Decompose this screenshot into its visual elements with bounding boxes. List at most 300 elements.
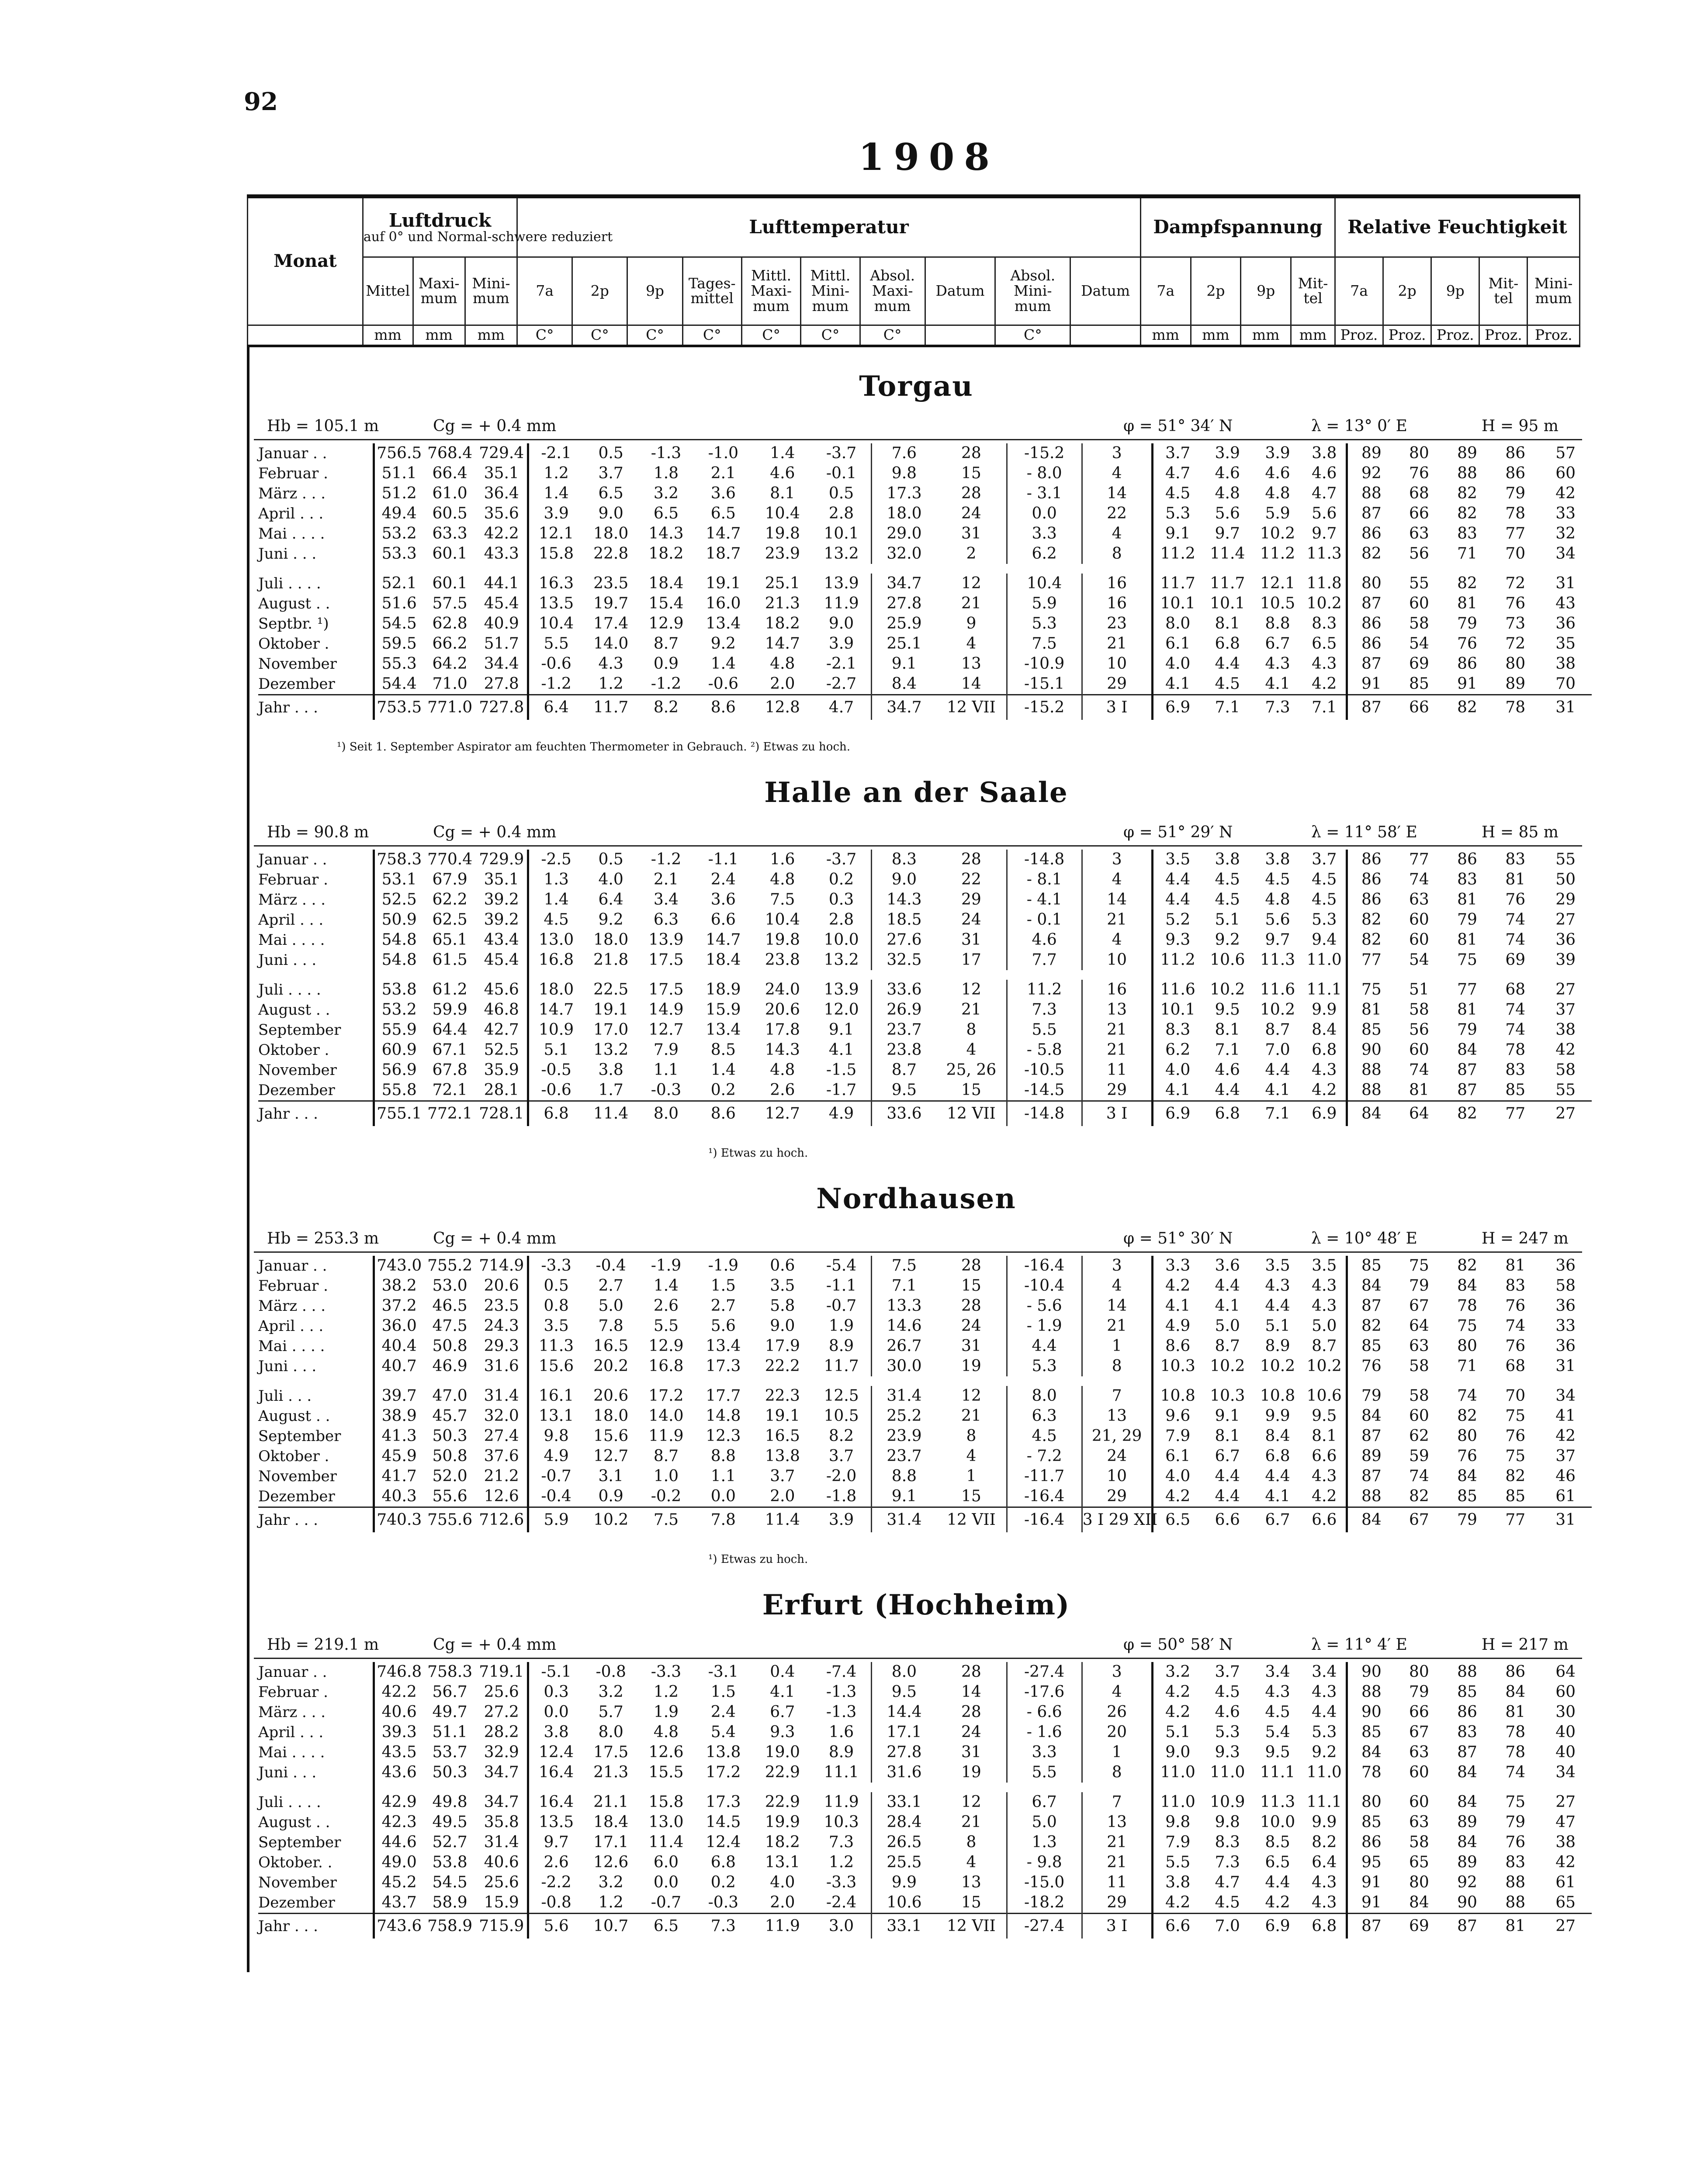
luftdruck-title: Luftdruck: [388, 209, 492, 231]
data-cell: 86: [1347, 634, 1395, 654]
data-cell: 6.5: [1312, 635, 1337, 653]
data-cell: 87: [1457, 1081, 1477, 1099]
data-cell: 13.2: [824, 545, 859, 563]
data-cell: 28: [961, 1663, 981, 1681]
data-cell: 67.8: [432, 1061, 468, 1079]
data-cell: 76: [1457, 635, 1477, 653]
data-cell: 7.0: [1265, 1041, 1290, 1059]
unit-label: C°: [627, 325, 682, 346]
table-row: [258, 1873, 1592, 1893]
data-cell: 11.2: [1152, 544, 1202, 564]
data-cell: 13.5: [528, 594, 583, 614]
data-cell: 83: [1505, 1853, 1526, 1871]
data-cell: 51.7: [484, 635, 519, 653]
data-cell: 10.1: [1152, 594, 1202, 614]
data-cell: 63.3: [432, 525, 468, 543]
data-cell: 41.7: [374, 1466, 424, 1486]
data-cell: 11.7: [583, 695, 638, 720]
data-cell: 13.8: [706, 1743, 741, 1761]
data-cell: 87: [1347, 1914, 1395, 1939]
data-cell: 66: [1395, 695, 1443, 720]
month-label: Juni . . .: [258, 545, 317, 563]
data-cell: 34.7: [871, 695, 936, 720]
luftdruck-subtitle: auf 0° und Normal-schwere reduziert: [363, 229, 613, 245]
data-cell: 11.6: [1152, 980, 1202, 1000]
data-cell: 10.4: [528, 614, 583, 634]
data-cell: -15.2: [1007, 695, 1082, 720]
data-cell: 42.2: [484, 525, 519, 543]
data-cell: 16.8: [528, 950, 583, 970]
data-cell: 9.5: [871, 1682, 936, 1702]
data-cell: 25.1: [765, 574, 800, 592]
unit-label: mm: [1191, 325, 1241, 346]
data-cell: 4.1: [1152, 1080, 1202, 1101]
table-row: [258, 1682, 1592, 1702]
data-cell: 15: [961, 1487, 981, 1505]
data-cell: 10.0: [1260, 1813, 1295, 1831]
data-cell: 82: [1347, 1316, 1395, 1336]
data-cell: 81: [1457, 891, 1477, 909]
data-cell: 42: [1555, 484, 1576, 502]
data-cell: 31.6: [484, 1357, 519, 1375]
data-cell: 1.4: [710, 655, 736, 673]
data-cell: 11.4: [753, 1507, 812, 1533]
data-cell: 74: [1505, 1763, 1526, 1781]
data-cell: 83: [1505, 850, 1526, 868]
data-cell: 21.2: [484, 1467, 519, 1485]
data-cell: 21: [961, 1813, 981, 1831]
data-cell: 32: [1555, 525, 1576, 543]
data-cell: 6.8: [1215, 635, 1240, 653]
data-cell: 85: [1347, 1336, 1395, 1356]
data-cell: 6.3: [1007, 1406, 1082, 1426]
data-cell: 21, 29: [1082, 1426, 1152, 1446]
table-row: [258, 910, 1592, 930]
data-cell: 11.9: [648, 1427, 684, 1445]
data-cell: 9.7: [1215, 525, 1240, 543]
data-cell: 38.2: [374, 1276, 424, 1296]
spacer-cell: [1253, 1783, 1303, 1792]
data-cell: 82: [1347, 544, 1395, 564]
data-cell: 34.7: [871, 574, 936, 594]
data-cell: 8.3: [1152, 1020, 1202, 1040]
data-cell: 88: [1457, 1663, 1477, 1681]
data-cell: 14: [1082, 890, 1152, 910]
data-cell: 13.4: [706, 615, 741, 632]
data-cell: 72.1: [432, 1081, 468, 1099]
data-cell: 9.8: [871, 463, 936, 484]
data-cell: 45.2: [374, 1873, 424, 1893]
data-cell: 4.6: [1215, 464, 1240, 482]
data-cell: 2.4: [710, 871, 736, 888]
spacer-cell: [1253, 970, 1303, 980]
data-cell: 12.7: [753, 1101, 812, 1127]
data-cell: 712.6: [476, 1507, 528, 1533]
data-cell: 35.9: [484, 1061, 519, 1079]
data-cell: 60: [1409, 1793, 1429, 1811]
spacer-cell: [1443, 970, 1491, 980]
data-cell: 11.4: [648, 1833, 684, 1851]
table-row: [258, 850, 1592, 870]
data-cell: 15: [961, 1894, 981, 1911]
data-cell: 16.3: [528, 574, 583, 594]
data-cell: 12.7: [648, 1021, 684, 1039]
data-cell: 61.5: [432, 951, 468, 969]
data-cell: 6.8: [528, 1101, 583, 1127]
data-cell: 8.8: [710, 1447, 736, 1465]
data-cell: 81: [1409, 1081, 1429, 1099]
data-cell: 35.8: [484, 1813, 519, 1831]
data-cell: 76: [1505, 1427, 1526, 1445]
data-cell: 21.8: [593, 951, 629, 969]
month-label: Mai . . . .: [258, 1744, 325, 1761]
data-cell: 89: [1505, 675, 1526, 693]
data-cell: 2: [966, 545, 977, 563]
data-cell: 3.4: [653, 891, 679, 909]
data-cell: 11.8: [1306, 574, 1342, 592]
data-cell: 1.5: [710, 1683, 736, 1701]
data-cell: 6.1: [1152, 1446, 1202, 1466]
data-cell: 92: [1457, 1873, 1477, 1891]
spacer-cell: [936, 1783, 1007, 1792]
data-cell: -16.4: [1007, 1256, 1082, 1276]
data-cell: 3 I: [1082, 695, 1152, 720]
data-cell: 3.9: [1215, 444, 1240, 462]
data-cell: 4.4: [1215, 1277, 1240, 1295]
spacer-cell: [258, 970, 374, 980]
data-cell: 85: [1347, 1020, 1395, 1040]
data-cell: 12.5: [824, 1387, 859, 1405]
data-cell: 52.5: [374, 890, 424, 910]
data-cell: 8.1: [1215, 615, 1240, 632]
data-cell: 7.1: [1253, 1101, 1303, 1127]
data-cell: 10.4: [765, 911, 800, 929]
data-cell: 81: [1505, 871, 1526, 888]
data-cell: 71: [1457, 1357, 1477, 1375]
data-cell: - 3.1: [1007, 484, 1082, 504]
data-cell: -5.1: [528, 1662, 583, 1682]
data-cell: 47: [1555, 1813, 1576, 1831]
data-cell: 9.8: [1152, 1812, 1202, 1832]
data-cell: 41: [1555, 1407, 1576, 1425]
data-cell: 4.7: [812, 695, 871, 720]
table-row: [258, 634, 1592, 654]
data-cell: 3.7: [828, 1447, 854, 1465]
column-label: Mittel: [363, 257, 413, 325]
data-cell: 10.6: [871, 1893, 936, 1914]
data-cell: 19.8: [765, 525, 800, 543]
data-cell: 15.6: [593, 1427, 629, 1445]
data-cell: 51: [1409, 981, 1429, 999]
data-cell: 50.3: [432, 1763, 468, 1781]
data-cell: 1: [1082, 1742, 1152, 1762]
data-cell: 11.7: [824, 1357, 859, 1375]
data-cell: 88: [1505, 1894, 1526, 1911]
spacer-cell: [424, 564, 476, 574]
data-cell: 5.0: [598, 1297, 623, 1315]
data-cell: 1.3: [528, 870, 583, 890]
data-cell: 87: [1443, 1914, 1491, 1939]
table-row: [258, 1060, 1592, 1080]
data-cell: 21: [1082, 634, 1152, 654]
table-row: [258, 980, 1592, 1000]
data-cell: -10.4: [1007, 1276, 1082, 1296]
data-cell: 2.6: [653, 1297, 679, 1315]
year-row: [258, 1101, 1592, 1127]
data-cell: 5.6: [710, 1317, 736, 1335]
data-cell: 56: [1409, 545, 1429, 563]
data-cell: 4: [966, 635, 977, 653]
data-cell: 4.4: [1007, 1336, 1082, 1356]
data-cell: 0.2: [828, 871, 854, 888]
data-cell: 63: [1409, 1743, 1429, 1761]
data-cell: 25.6: [484, 1873, 519, 1891]
data-cell: 87: [1347, 594, 1395, 614]
data-cell: 4.4: [1312, 1703, 1337, 1721]
data-cell: 8.5: [710, 1041, 736, 1059]
data-cell: 83: [1505, 1061, 1526, 1079]
data-cell: 15.6: [528, 1356, 583, 1376]
data-cell: 17.5: [648, 981, 684, 999]
data-cell: 54.5: [432, 1873, 468, 1891]
data-cell: 75: [1457, 951, 1477, 969]
data-cell: 27: [1555, 1793, 1576, 1811]
table-row: [258, 1832, 1592, 1852]
feuchtigkeit-header: Relative Feuchtigkeit: [1335, 197, 1579, 257]
data-cell: 3.5: [1152, 850, 1202, 870]
data-cell: 3.7: [1312, 850, 1337, 868]
data-cell: 4.4: [1265, 1061, 1290, 1079]
data-cell: 14.3: [765, 1041, 800, 1059]
data-cell: 1: [1082, 1336, 1152, 1356]
data-cell: 7.5: [871, 1256, 936, 1276]
data-cell: 13.0: [528, 930, 583, 950]
data-cell: 4.5: [1312, 871, 1337, 888]
table-row: [258, 1486, 1592, 1507]
data-cell: 39.2: [484, 911, 519, 929]
data-cell: 65.1: [432, 931, 468, 949]
month-label: Oktober .: [258, 1448, 329, 1465]
unit-label: mm: [1140, 325, 1191, 346]
data-cell: 89: [1347, 1446, 1395, 1466]
data-cell: 4.4: [1265, 1873, 1290, 1891]
data-cell: 29: [1082, 674, 1152, 695]
data-cell: -1.0: [708, 444, 739, 462]
data-cell: 11.6: [1260, 981, 1295, 999]
data-cell: 16: [1082, 594, 1152, 614]
data-cell: 15: [961, 464, 981, 482]
data-cell: 12.6: [484, 1487, 519, 1505]
data-cell: 9.3: [1152, 930, 1202, 950]
data-cell: 3.4: [1265, 1663, 1290, 1681]
data-cell: 1.4: [710, 1061, 736, 1079]
data-cell: 29: [1082, 1893, 1152, 1914]
data-cell: 755.2: [427, 1257, 473, 1275]
data-cell: 8.6: [694, 695, 753, 720]
data-cell: 4.2: [1152, 1682, 1202, 1702]
data-cell: 4.4: [1215, 1487, 1240, 1505]
data-cell: 5.0: [1312, 1317, 1337, 1335]
data-cell: 53.2: [374, 524, 424, 544]
data-cell: 78: [1505, 1743, 1526, 1761]
data-cell: 4.3: [1265, 1683, 1290, 1701]
data-cell: 12.9: [648, 1337, 684, 1355]
data-cell: 79: [1409, 1683, 1429, 1701]
dampfspannung-header: Dampfspannung: [1140, 197, 1335, 257]
data-cell: 8.1: [1312, 1427, 1337, 1445]
data-cell: 3.8: [528, 1722, 583, 1742]
spacer-cell: [1491, 564, 1539, 574]
data-cell: 9.9: [1312, 1813, 1337, 1831]
data-cell: 5.1: [1152, 1722, 1202, 1742]
data-cell: 10.1: [1210, 594, 1245, 612]
data-cell: 34.7: [484, 1763, 519, 1781]
spacer-cell: [424, 1783, 476, 1792]
data-cell: 11.0: [1306, 951, 1342, 969]
data-cell: 0.2: [710, 1081, 736, 1099]
data-cell: 17.2: [648, 1387, 684, 1405]
data-cell: 23.5: [593, 574, 629, 592]
data-cell: 714.9: [479, 1257, 524, 1275]
data-cell: 23.7: [871, 1020, 936, 1040]
data-cell: 4.3: [1312, 1467, 1337, 1485]
data-cell: 13.0: [648, 1813, 684, 1831]
data-cell: 743.0: [374, 1256, 424, 1276]
data-cell: 42.2: [374, 1682, 424, 1702]
column-label: 7a: [1335, 257, 1383, 325]
data-cell: 11.3: [1306, 545, 1342, 563]
data-cell: 3.2: [598, 1683, 623, 1701]
data-cell: 3.2: [1152, 1662, 1202, 1682]
table-row: [258, 1742, 1592, 1762]
data-cell: 28.2: [484, 1723, 519, 1741]
data-cell: 11.0: [1306, 1763, 1342, 1781]
data-cell: 27.4: [484, 1427, 519, 1445]
data-cell: 81: [1491, 1914, 1539, 1939]
data-cell: 10.2: [1306, 1357, 1342, 1375]
data-cell: 84: [1457, 1277, 1477, 1295]
data-cell: 2.0: [770, 675, 795, 693]
data-cell: 63: [1409, 891, 1429, 909]
data-cell: 31.4: [871, 1507, 936, 1533]
data-cell: 36: [1555, 1257, 1576, 1275]
data-cell: 9.4: [1312, 931, 1337, 949]
data-cell: 31: [1539, 695, 1592, 720]
data-cell: 54.4: [374, 674, 424, 695]
data-cell: 28: [961, 1297, 981, 1315]
data-cell: 34: [1555, 1763, 1576, 1781]
spacer-cell: [476, 1783, 528, 1792]
divider: [254, 1658, 1582, 1659]
data-cell: 49.8: [432, 1793, 468, 1811]
data-cell: 2.7: [598, 1277, 623, 1295]
column-label: Tages-mittel: [682, 257, 741, 325]
data-cell: 11.3: [1260, 951, 1295, 969]
data-cell: 4.9: [1152, 1316, 1202, 1336]
spacer-cell: [812, 564, 871, 574]
data-cell: 5.4: [1265, 1723, 1290, 1741]
data-cell: 5.1: [1265, 1317, 1290, 1335]
data-cell: 25.2: [871, 1406, 936, 1426]
data-cell: 5.3: [1152, 504, 1202, 524]
data-cell: 83: [1505, 1277, 1526, 1295]
data-cell: 14.7: [765, 635, 800, 653]
data-cell: 7: [1082, 1386, 1152, 1406]
station-hb: Hb = 90.8 m: [267, 823, 369, 841]
data-cell: 83: [1457, 871, 1477, 888]
data-cell: 29: [1555, 891, 1576, 909]
data-cell: 77: [1491, 1507, 1539, 1533]
data-cell: 46.8: [484, 1001, 519, 1019]
table-row: [258, 614, 1592, 634]
data-cell: 61: [1555, 1487, 1576, 1505]
data-cell: -0.8: [528, 1893, 583, 1914]
data-cell: -1.3: [826, 1683, 857, 1701]
data-cell: 3: [1082, 443, 1152, 463]
data-cell: 71.0: [432, 675, 468, 693]
data-cell: 1.0: [653, 1467, 679, 1485]
data-cell: 17: [961, 951, 981, 969]
data-cell: 67: [1409, 1723, 1429, 1741]
data-cell: 21.3: [765, 594, 800, 612]
station-table: [258, 443, 1592, 720]
data-cell: 740.3: [374, 1507, 424, 1533]
data-cell: 5.3: [1312, 1723, 1337, 1741]
data-cell: -1.2: [528, 674, 583, 695]
data-cell: 23.8: [765, 951, 800, 969]
data-cell: 3.2: [653, 484, 679, 502]
data-cell: 5.3: [1007, 614, 1082, 634]
data-cell: -7.4: [826, 1663, 857, 1681]
data-cell: 33.6: [871, 1101, 936, 1127]
data-cell: 4.7: [1152, 463, 1202, 484]
data-cell: 11.1: [1260, 1763, 1295, 1781]
data-cell: 758.3: [427, 1663, 473, 1681]
data-cell: 3.7: [598, 464, 623, 482]
table-row: [258, 1446, 1592, 1466]
data-cell: 18.4: [648, 574, 684, 592]
data-cell: 1.6: [770, 850, 795, 868]
data-cell: 10.0: [824, 931, 859, 949]
data-cell: 80: [1347, 1792, 1395, 1812]
data-cell: 82: [1409, 1487, 1429, 1505]
data-cell: 82: [1457, 1407, 1477, 1425]
data-cell: 4.7: [1312, 484, 1337, 502]
data-cell: 7.3: [828, 1833, 854, 1851]
table-row: [258, 1296, 1592, 1316]
data-cell: 31: [1555, 574, 1576, 592]
data-cell: 21: [961, 1001, 981, 1019]
column-label: 9p: [627, 257, 682, 325]
unit-label: mm: [363, 325, 413, 346]
column-label: 9p: [1431, 257, 1479, 325]
table-row: [258, 1356, 1592, 1376]
data-cell: 24: [961, 911, 981, 929]
data-cell: 61: [1555, 1873, 1576, 1891]
month-label: November: [258, 1874, 337, 1891]
data-cell: 34: [1555, 1387, 1576, 1405]
data-cell: 1.2: [653, 1683, 679, 1701]
data-cell: 10.8: [1260, 1387, 1295, 1405]
data-cell: 59: [1409, 1447, 1429, 1465]
data-cell: 34.7: [484, 1793, 519, 1811]
data-cell: 8.6: [694, 1101, 753, 1127]
data-cell: 46.9: [432, 1357, 468, 1375]
data-cell: -0.6: [528, 654, 583, 674]
data-cell: 4.1: [1265, 1487, 1290, 1505]
data-cell: 3.6: [1215, 1257, 1240, 1275]
footnote: ¹) Etwas zu hoch.: [708, 1553, 808, 1566]
